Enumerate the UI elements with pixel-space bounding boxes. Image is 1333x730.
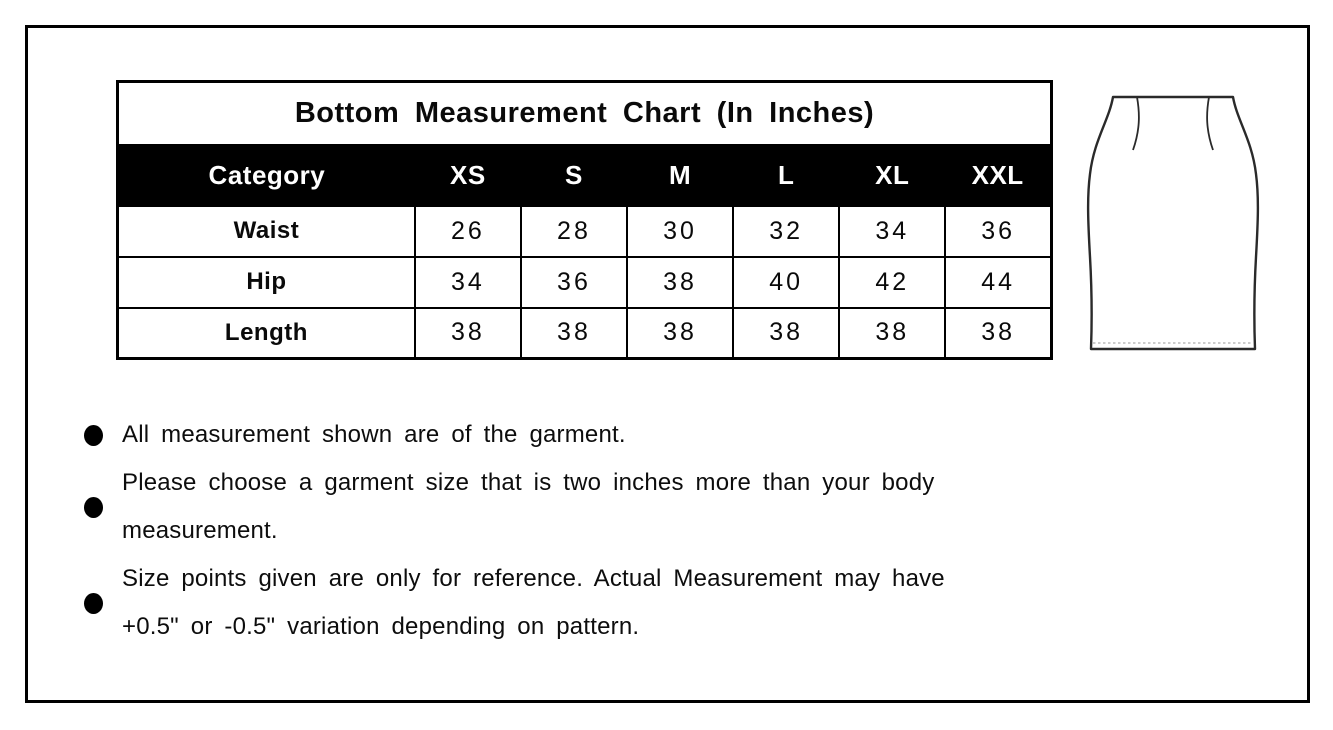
row-label-length: Length	[118, 308, 415, 359]
measurement-table	[116, 80, 1053, 360]
header-category: Category	[118, 145, 415, 206]
hip-m-value: 38	[627, 257, 733, 308]
hip-l-value: 40	[733, 257, 839, 308]
bullet-dot-icon	[84, 593, 103, 614]
header-size-l: L	[733, 145, 839, 206]
header-size-s: S	[521, 145, 627, 206]
bullet-dot-icon	[84, 425, 103, 446]
waist-xl-value: 34	[839, 206, 945, 257]
waist-m-value: 30	[627, 206, 733, 257]
note-item-size-advice	[84, 459, 1164, 555]
waist-s-value: 28	[521, 206, 627, 257]
hip-xxl-value: 44	[945, 257, 1051, 308]
note-line: measurement.	[122, 517, 278, 544]
pencil-skirt-illustration	[1086, 92, 1262, 354]
header-size-xl: XL	[839, 145, 945, 206]
row-label-waist: Waist	[118, 206, 415, 257]
table-row-waist	[118, 206, 1052, 257]
table-row-hip	[118, 257, 1052, 308]
waist-xxl-value: 36	[945, 206, 1051, 257]
note-line: Size points given are only for reference. Actual Measurement may have	[122, 565, 945, 592]
note-line: +0.5" or -0.5" variation depending on pattern.	[122, 613, 640, 640]
length-xs-value: 38	[415, 308, 521, 359]
waist-l-value: 32	[733, 206, 839, 257]
hip-xl-value: 42	[839, 257, 945, 308]
note-line: Please choose a garment size that is two inches more than your body	[122, 469, 935, 496]
length-l-value: 38	[733, 308, 839, 359]
note-item-garment-measurement	[84, 411, 1164, 459]
header-size-xs: XS	[415, 145, 521, 206]
length-xxl-value: 38	[945, 308, 1051, 359]
hip-xs-value: 34	[415, 257, 521, 308]
table-header-row	[118, 145, 1052, 206]
length-xl-value: 38	[839, 308, 945, 359]
note-line: All measurement shown are of the garment.	[122, 421, 626, 448]
notes-list	[84, 411, 1164, 651]
bullet-dot-icon	[84, 497, 103, 518]
hip-s-value: 36	[521, 257, 627, 308]
note-item-variation-disclaimer	[84, 555, 1164, 651]
header-size-xxl: XXL	[945, 145, 1051, 206]
row-label-hip: Hip	[118, 257, 415, 308]
header-size-m: M	[627, 145, 733, 206]
skirt-outline	[1088, 97, 1258, 349]
table-row-length	[118, 308, 1052, 359]
waist-xs-value: 26	[415, 206, 521, 257]
length-m-value: 38	[627, 308, 733, 359]
table-title-row	[118, 82, 1052, 145]
length-s-value: 38	[521, 308, 627, 359]
table-title: Bottom Measurement Chart (In Inches)	[118, 82, 1052, 145]
